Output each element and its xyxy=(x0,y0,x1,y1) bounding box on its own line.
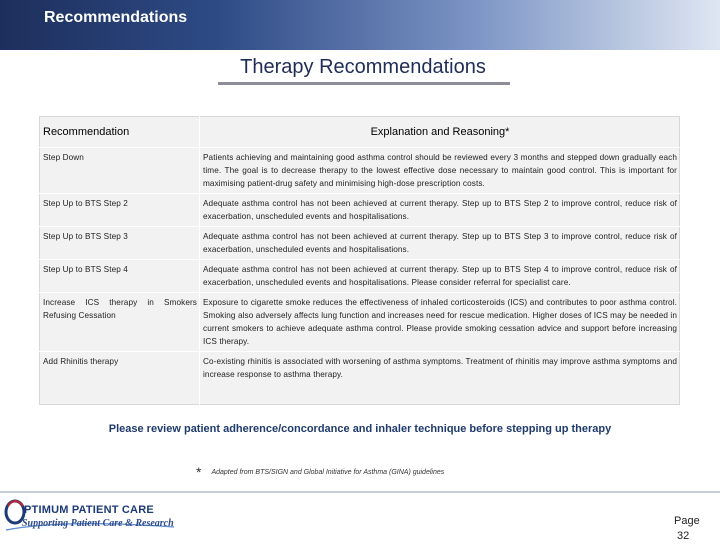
recommendation-cell: Step Up to BTS Step 2 xyxy=(40,194,200,227)
explanation-cell: Adequate asthma control has not been achieved at current therapy. Step up to BTS Step 4 to improve control, reduce risk of exacerbation, unscheduled events and hospitalisations. Please consider referral for specialist care. xyxy=(200,260,680,293)
footnote-text: Adapted from BTS/SIGN and Global Initiative for Asthma (GINA) guidelines xyxy=(211,469,445,476)
recommendation-cell: Step Down xyxy=(40,148,200,194)
table-row xyxy=(40,293,680,352)
adherence-note: Please review patient adherence/concordance and inhaler technique before stepping up therapy xyxy=(108,423,612,435)
table-row xyxy=(40,148,680,194)
logo-tagline: Supporting Patient Care & Research xyxy=(22,518,174,529)
explanation-cell: Exposure to cigarette smoke reduces the effectiveness of inhaled corticosteroids (ICS) and contributes to poor asthma control. Smoking also adversely affects lung function and increases need for rescue medication. Higher doses of ICS may be needed in current smokers to achieve adequate asthma control. Please provide smoking cessation advice and support before increasing ICS therapy. xyxy=(200,293,680,352)
table-row xyxy=(40,352,680,405)
explanation-cell: Adequate asthma control has not been achieved at current therapy. Step up to BTS Step 3 to improve control, reduce risk of exacerbation, unscheduled events and hospitalisations. xyxy=(200,227,680,260)
footnote xyxy=(196,461,445,480)
table-row xyxy=(40,260,680,293)
column-header-explanation: Explanation and Reasoning* xyxy=(200,117,680,148)
table-row xyxy=(40,227,680,260)
recommendation-cell: Add Rhinitis therapy xyxy=(43,357,119,366)
recommendations-table xyxy=(39,116,680,405)
section-title: Recommendations xyxy=(44,9,188,26)
logo-mark-icon xyxy=(4,497,179,535)
table-header-row xyxy=(40,117,680,148)
footer-divider xyxy=(0,491,720,493)
page-number-value: 32 xyxy=(677,530,690,542)
optimum-patient-care-logo xyxy=(4,497,179,535)
table-row xyxy=(40,194,680,227)
header-bar xyxy=(0,0,720,50)
explanation-cell: Patients achieving and maintaining good asthma control should be reviewed every 3 months and stepped down gradually each time. The goal is to decrease therapy to the lowest effective dose necessary to maintain good control. This is important for maximising patient-drug safety and minimising high-dose prescription costs. xyxy=(200,148,680,194)
column-header-recommendation: Recommendation xyxy=(40,117,200,148)
explanation-cell: Adequate asthma control has not been achieved at current therapy. Step up to BTS Step 2 to improve control, reduce risk of exacerbation, unscheduled events and hospitalisations. xyxy=(200,194,680,227)
title-underline xyxy=(218,82,510,85)
footnote-marker: * xyxy=(196,464,202,480)
explanation-cell: Co-existing rhinitis is associated with worsening of asthma symptoms. Treatment of rhinitis may improve asthma symptoms and increase response to asthma therapy. xyxy=(200,352,680,405)
page-title: Therapy Recommendations xyxy=(240,56,486,78)
recommendation-cell: Step Up to BTS Step 4 xyxy=(40,260,200,293)
recommendation-cell: Step Up to BTS Step 3 xyxy=(40,227,200,260)
page-label: Page xyxy=(674,515,700,527)
recommendation-cell: Increase ICS therapy in Smokers Refusing Cessation xyxy=(40,293,200,352)
logo-name: PTIMUM PATIENT CARE xyxy=(24,504,154,516)
